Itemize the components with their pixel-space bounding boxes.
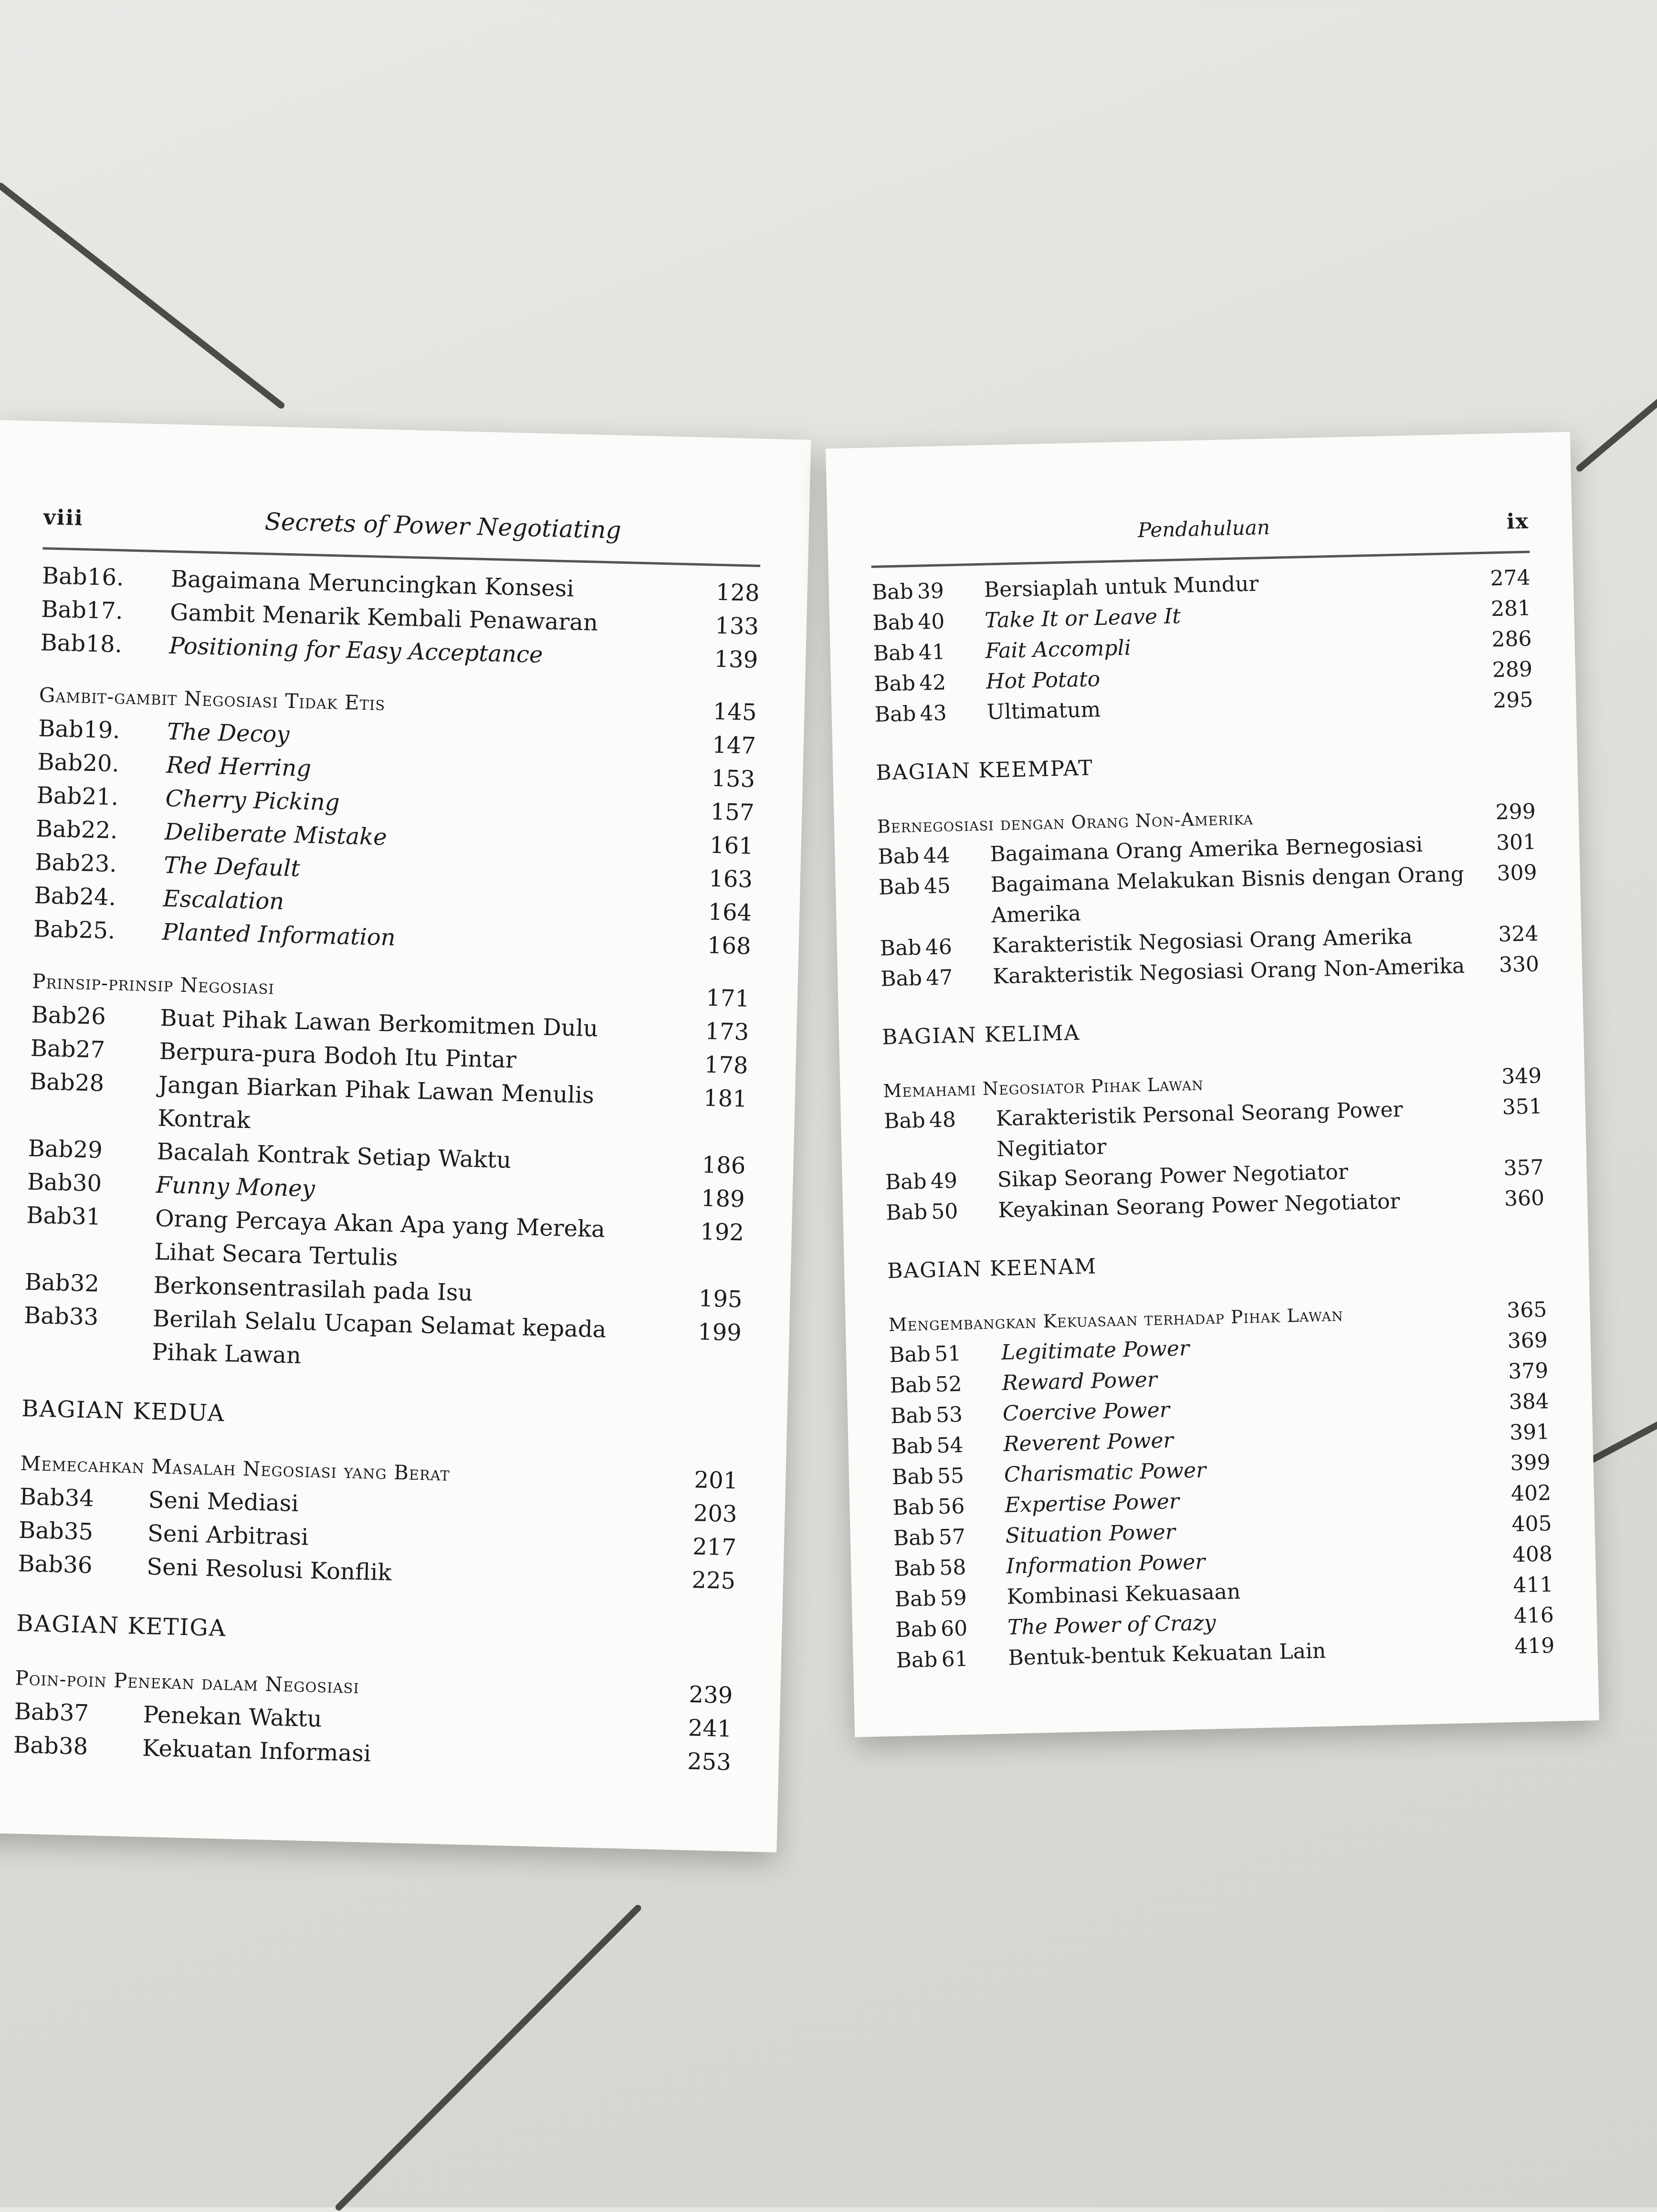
chapter-title: Bagaimana Meruncingkan Konsesi: [170, 565, 575, 602]
chapter-title: Take It or Leave It: [984, 604, 1181, 633]
chapter-title: Situation Power: [1005, 1519, 1176, 1548]
chapter-title: Berilah Selalu Ucapan Selamat kepada Pihak Lawan: [151, 1305, 607, 1369]
page-ref: 365: [1506, 1297, 1547, 1323]
page-ref: 203: [693, 1500, 738, 1528]
page-ref: 157: [710, 798, 755, 826]
chapter-prefix: Bab: [34, 849, 81, 877]
chapter-number: 19.: [83, 716, 121, 744]
chapter-prefix: Bab: [895, 1617, 937, 1643]
chapter-prefix: Bab: [34, 882, 80, 910]
section-title: Bernegosiasi dengan Orang Non-Amerika: [877, 807, 1254, 837]
chapter-prefix: Bab: [41, 596, 87, 624]
chapter-number: 52: [934, 1372, 963, 1397]
chapter-prefix: Bab: [885, 1169, 927, 1195]
chapter-prefix: Bab: [27, 1168, 73, 1197]
chapter-title: Reward Power: [1001, 1367, 1158, 1396]
page-ref: 309: [1496, 860, 1538, 886]
chapter-title: The Power of Crazy: [1007, 1611, 1217, 1640]
chapter-title: The Default: [163, 852, 301, 882]
chapter-title: Seni Resolusi Konflik: [146, 1553, 392, 1586]
page-ref: 164: [707, 898, 752, 927]
chapter-title: Funny Money: [156, 1171, 315, 1202]
chapter-title: Seni Mediasi: [148, 1486, 299, 1517]
chapter-number: 59: [940, 1585, 967, 1611]
chapter-number: 51: [934, 1341, 962, 1367]
page-ref: 405: [1511, 1511, 1552, 1537]
section-title: Memahami Negosiator Pihak Lawan: [883, 1073, 1204, 1102]
chapter-number: 30: [72, 1169, 102, 1197]
chapter-number: 37: [59, 1699, 89, 1727]
part-heading: BAGIAN KELIMA: [881, 1021, 1080, 1050]
part-heading: BAGIAN KETIGA: [16, 1610, 227, 1642]
page-ref: 281: [1490, 596, 1531, 621]
page-ref: 349: [1501, 1064, 1542, 1089]
chapter-prefix: Bab: [31, 1001, 77, 1030]
page-number: viii: [43, 505, 84, 531]
page-ref: 178: [704, 1051, 749, 1079]
page-ref: 299: [1495, 799, 1536, 825]
section-title: Gambit-gambit Negosiasi Tidak Etis: [39, 683, 386, 715]
chapter-prefix: Bab: [13, 1731, 59, 1759]
page-ref: 241: [688, 1715, 733, 1743]
chapter-number: 61: [941, 1646, 969, 1672]
page-ref: 301: [1496, 830, 1537, 855]
chapter-prefix: Bab: [885, 1200, 928, 1225]
page-ref: 153: [711, 765, 755, 793]
chapter-number: 16.: [87, 563, 125, 591]
chapter-number: 21.: [82, 783, 119, 811]
chapter-title: Orang Percaya Akan Apa yang Mereka Lihat Secara Tertulis: [154, 1205, 606, 1271]
chapter-title: Sikap Seorang Power Negotiator: [997, 1159, 1349, 1192]
chapter-prefix: Bab: [29, 1068, 75, 1096]
page-ref: 330: [1499, 952, 1540, 978]
chapter-number: 47: [925, 965, 953, 990]
page-ref: 289: [1492, 657, 1533, 683]
page-ref: 419: [1514, 1633, 1555, 1659]
page-ref: 161: [709, 832, 754, 860]
chapter-number: 49: [930, 1169, 958, 1194]
chapter-prefix: Bab: [893, 1556, 936, 1581]
chapter-prefix: Bab: [35, 815, 82, 843]
chapter-prefix: Bab: [877, 843, 920, 869]
page-ref: 379: [1508, 1359, 1549, 1384]
chapter-prefix: Bab: [17, 1550, 63, 1578]
chapter-number: 36: [63, 1551, 93, 1579]
chapter-title: Escalation: [162, 885, 284, 915]
part-heading: BAGIAN KEENAM: [887, 1254, 1097, 1284]
page-ref: 163: [708, 865, 753, 893]
page-ref: 351: [1502, 1094, 1543, 1120]
chapter-title: Legitimate Power: [1001, 1336, 1190, 1365]
chapter-number: 27: [75, 1036, 105, 1064]
page-ref: 286: [1491, 626, 1532, 652]
chapter-number: 46: [925, 935, 953, 960]
left-page: [0, 420, 811, 1853]
chapter-number: 33: [69, 1303, 99, 1331]
chapter-title: Bagaimana Orang Amerika Bernegosiasi: [989, 832, 1423, 867]
chapter-prefix: Bab: [40, 629, 86, 657]
page-ref: 360: [1504, 1186, 1545, 1211]
chapter-prefix: Bab: [891, 1464, 934, 1490]
chapter-number: 45: [923, 874, 951, 899]
chapter-title: Fait Accompli: [985, 635, 1132, 664]
chapter-prefix: Bab: [24, 1268, 71, 1297]
chapter-number: 31: [71, 1203, 102, 1231]
chapter-number: 50: [931, 1199, 958, 1224]
section-title: Poin-poin Penekan dalam Negosiasi: [15, 1666, 360, 1698]
page-ref: 128: [715, 579, 760, 607]
chapter-number: 48: [929, 1107, 956, 1133]
page-ref: 173: [704, 1018, 749, 1046]
chapter-prefix: Bab: [23, 1302, 70, 1330]
chapter-number: 35: [63, 1517, 94, 1546]
toc-list: [871, 563, 1555, 1676]
chapter-title: Seni Arbitrasi: [147, 1520, 309, 1551]
chapter-title: Karakteristik Negosiasi Orang Non-Amerika: [992, 953, 1465, 989]
chapter-prefix: Bab: [18, 1517, 64, 1545]
chapter-title: Cherry Picking: [165, 785, 340, 816]
chapter-number: 40: [917, 609, 945, 634]
chapter-title: Buat Pihak Lawan Berkomitmen Dulu: [159, 1004, 598, 1042]
page-ref: 274: [1489, 565, 1531, 591]
chapter-prefix: Bab: [36, 782, 83, 810]
chapter-title: Ultimatum: [986, 697, 1101, 725]
chapter-prefix: Bab: [33, 916, 79, 944]
page-ref: 195: [698, 1285, 743, 1313]
page-ref: 189: [701, 1185, 745, 1213]
chapter-prefix: Bab: [42, 562, 88, 590]
right-page: [826, 432, 1599, 1738]
page-ref: 295: [1492, 687, 1533, 713]
chapter-prefix: Bab: [893, 1525, 935, 1551]
chapter-number: 44: [923, 843, 950, 868]
chapter-title: Coercive Power: [1002, 1398, 1170, 1426]
chapter-prefix: Bab: [874, 701, 916, 727]
chapter-number: 58: [939, 1555, 966, 1580]
chapter-prefix: Bab: [878, 874, 921, 900]
chapter-title: Karakteristik Negosiasi Orang Amerika: [992, 924, 1413, 959]
chapter-number: 38: [58, 1732, 88, 1760]
chapter-number: 28: [74, 1069, 105, 1097]
chapter-number: 42: [919, 670, 946, 695]
chapter-prefix: Bab: [26, 1201, 72, 1230]
chapter-title: Positioning for Easy Acceptance: [168, 632, 544, 668]
chapter-number: 41: [918, 640, 946, 665]
chapter-title: Deliberate Mistake: [164, 818, 388, 851]
page-ref: 384: [1509, 1389, 1550, 1415]
chapter-prefix: Bab: [873, 640, 915, 666]
page-ref: 199: [697, 1318, 742, 1347]
tile-grout-line: [1575, 376, 1657, 473]
page-ref: 192: [700, 1218, 745, 1246]
page-ref: 402: [1510, 1481, 1552, 1506]
chapter-title: Information Power: [1006, 1549, 1206, 1579]
chapter-title: The Decoy: [167, 718, 290, 748]
chapter-title: Bersiaplah untuk Mundur: [984, 571, 1259, 602]
section-title: Prinsip-prinsip Negosiasi: [31, 969, 275, 999]
chapter-title: Reverent Power: [1003, 1428, 1174, 1457]
chapter-prefix: Bab: [871, 579, 914, 605]
chapter-title: Charismatic Power: [1004, 1458, 1206, 1487]
chapter-number: 60: [940, 1616, 968, 1642]
part-heading: BAGIAN KEEMPAT: [875, 756, 1094, 785]
chapter-title: Gambit Menarik Kembali Penawaran: [169, 599, 598, 636]
chapter-number: 57: [938, 1524, 966, 1550]
section-title: Memecahkan Masalah Negosiasi yang Berat: [20, 1451, 451, 1485]
chapter-prefix: Bab: [889, 1372, 932, 1398]
page-ref: 357: [1503, 1155, 1544, 1181]
chapter-number: 55: [937, 1463, 965, 1489]
page-ref: 225: [691, 1567, 736, 1595]
page-ref: 416: [1513, 1603, 1554, 1628]
tile-grout-line: [334, 1904, 642, 2212]
page-ref: 399: [1510, 1450, 1551, 1475]
chapter-title: Bentuk-bentuk Kekuatan Lain: [1007, 1638, 1326, 1670]
chapter-prefix: Bab: [891, 1433, 933, 1459]
running-title: Pendahuluan: [1137, 515, 1270, 542]
chapter-number: 54: [936, 1433, 964, 1458]
chapter-prefix: Bab: [30, 1034, 76, 1063]
page-ref: 253: [687, 1748, 732, 1776]
chapter-title: Jangan Biarkan Pihak Lawan Menulis Kontrak: [157, 1071, 595, 1134]
chapter-prefix: Bab: [19, 1483, 65, 1511]
page-ref: 171: [705, 984, 750, 1012]
chapter-number: 56: [937, 1494, 965, 1519]
chapter-number: 43: [920, 701, 947, 726]
page-ref: 181: [703, 1085, 748, 1113]
chapter-title: Berpura-pura Bodoh Itu Pintar: [159, 1038, 517, 1074]
chapter-number: 29: [73, 1136, 103, 1164]
chapter-number: 23.: [80, 850, 117, 878]
chapter-prefix: Bab: [883, 1108, 926, 1134]
chapter-number: 24.: [79, 883, 116, 911]
chapter-prefix: Bab: [896, 1647, 938, 1673]
page-ref: 145: [713, 698, 757, 726]
chapter-title: Penekan Waktu: [143, 1701, 323, 1733]
chapter-number: 26: [76, 1002, 106, 1030]
page-ref: 147: [712, 731, 756, 759]
chapter-title: Hot Potato: [986, 667, 1101, 694]
chapter-title: Expertise Power: [1004, 1489, 1180, 1518]
chapter-number: 25.: [78, 916, 115, 945]
chapter-number: 34: [64, 1485, 94, 1512]
chapter-number: 20.: [82, 749, 120, 778]
chapter-number: 17.: [86, 597, 124, 625]
chapter-prefix: Bab: [880, 935, 922, 961]
chapter-prefix: Bab: [14, 1698, 60, 1726]
running-title: Secrets of Power Negotiating: [264, 507, 622, 544]
chapter-number: 18.: [85, 630, 123, 658]
chapter-title: Berkonsentrasilah pada Isu: [153, 1272, 473, 1306]
page-ref: 391: [1509, 1420, 1550, 1445]
chapter-number: 53: [935, 1402, 963, 1428]
chapter-number: 22.: [81, 816, 118, 844]
page-ref: 139: [713, 645, 758, 674]
chapter-title: Karakteristik Personal Seorang Power Negitiator: [996, 1097, 1404, 1162]
chapter-prefix: Bab: [894, 1586, 937, 1612]
page-ref: 411: [1512, 1572, 1553, 1598]
chapter-prefix: Bab: [28, 1135, 74, 1163]
section-title: Mengembangkan Kekuasaan terhadap Pihak Lawan: [888, 1304, 1344, 1336]
chapter-prefix: Bab: [37, 748, 83, 777]
chapter-title: Bacalah Kontrak Setiap Waktu: [156, 1138, 512, 1174]
chapter-title: Kombinasi Kekuasaan: [1007, 1579, 1241, 1609]
chapter-prefix: Bab: [880, 966, 923, 991]
chapter-title: Kekuatan Informasi: [142, 1735, 371, 1767]
page-ref: 168: [707, 932, 752, 960]
chapter-prefix: Bab: [872, 610, 914, 635]
page-ref: 324: [1498, 921, 1539, 947]
chapter-title: Planted Information: [162, 918, 396, 951]
running-head: [42, 502, 761, 567]
toc-list: [13, 559, 760, 1779]
page-ref: 201: [693, 1466, 738, 1495]
page-number: ix: [1506, 509, 1530, 534]
page-ref: 186: [702, 1151, 746, 1180]
chapter-title: Red Herring: [166, 751, 312, 782]
chapter-prefix: Bab: [38, 715, 84, 743]
chapter-number: 39: [917, 579, 944, 604]
chapter-prefix: Bab: [889, 1342, 931, 1368]
page-ref: 369: [1507, 1328, 1548, 1354]
chapter-prefix: Bab: [892, 1495, 934, 1520]
part-heading: BAGIAN KEDUA: [21, 1395, 226, 1427]
page-ref: 408: [1512, 1542, 1553, 1567]
chapter-number: 32: [70, 1270, 100, 1297]
chapter-prefix: Bab: [873, 671, 916, 696]
page-ref: 133: [714, 612, 759, 640]
chapter-prefix: Bab: [890, 1403, 933, 1429]
tile-grout-line: [0, 181, 286, 410]
page-ref: 239: [688, 1681, 733, 1709]
chapter-title: Bagaimana Melakukan Bisnis dengan Orang Amerika: [990, 862, 1465, 928]
chapter-title: Keyakinan Seorang Power Negotiator: [997, 1189, 1400, 1223]
running-head: [870, 509, 1530, 568]
page-ref: 217: [692, 1533, 737, 1561]
